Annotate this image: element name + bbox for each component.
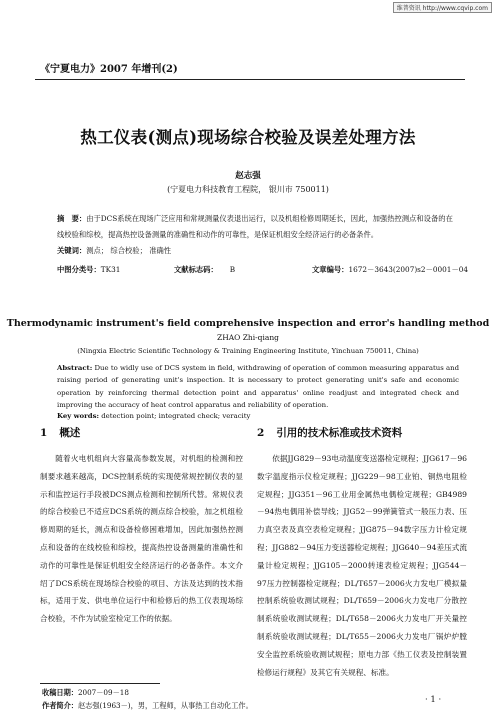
english-author: ZHAO Zhi-qiang (217, 333, 279, 342)
body-text-right: 依据JJG829－93电动温度变送器检定规程；JJG617－96数字温度指示仪检定规程；JJG229－98工业铂、铜热电阻检定规程；JJG351－96工业用金属热电偶检定规程；GB4989－94热电偶用补偿导线；JJG52－99弹簧管式一般压力表、压力真空表及真空表检定规程；JJG875－94数字压力计检定规程；JJG882－94压力变送器检定规程；JJG640－94差压式流量计检定规程；JJG105－2000转速表检定规程；JJG544－97压力控制器检定规程；DL/T657－2006火力发电厂模拟量控制系统验收测试规程；DL/T659－2006火力发电厂分散控制系统验收测试规程；DL/T658－2006火力发电厂开关量控制系统验收测试规程；DL/T655－2006火力发电厂锅炉炉膛安全监控系统验收测试规程；原电力部《热工仪表及控制装置检修运行规程》及其它有关规程、标准。 (257, 454, 467, 677)
english-affiliation: (Ningxia Electric Scientific Technology & Training Engineering Institute, Yinchuan 750011, China) (77, 347, 419, 355)
author-affiliation: (宁夏电力科技教育工程院， 银川市 750011) (167, 185, 329, 194)
abstract-label: 摘 要： (57, 214, 87, 223)
body-text-left: 随着火电机组向大容量高参数发展，对机组的检测和控制要求越来越高，DCS控制系统的实现使常规控制仪表的显示和监控运行手段被DCS测点检测和控制所代替。常规仪表的综合校验已不适应DCS系统的测点综合校验，加之机组检修周期的延长，测点和设备检修困难增加，因此加强热控测点和设备的在线校验和综校，提高热控设备测量的准确性和动作的可靠性是保证机组安全经济运行的必备条件。本文介绍了DCS系统在现场综合校验的项目、方法及达到的技术指标，适用于发、供电单位运行中和检修后的热工仪表现场综合校验，不作为试验室检定工作的依据。 (40, 454, 243, 624)
header-rule (35, 79, 465, 80)
page-number: · 1 · (425, 695, 442, 705)
keywords-text: 测点； 综合校验； 准确性 (86, 246, 172, 255)
watermark: 维普资讯 http://www.cqvip.com (393, 2, 492, 13)
section-heading-standards: 2 引用的技术标准或技术资料 (257, 427, 403, 439)
paper-title: 热工仪表(测点)现场综合校验及误差处理方法 (80, 128, 416, 147)
article-number: 文章编号：1672－3643(2007)s2－0001－04 (312, 265, 469, 274)
keywords-label: 关键词： (57, 246, 87, 255)
section-heading-overview: 1 概述 (40, 427, 81, 439)
english-keywords: Key words: detection point; integrated check; veracity (57, 412, 251, 420)
chinese-abstract (57, 211, 457, 259)
footnote-rule (40, 683, 160, 684)
received-date: 收稿日期：2007－09－18 (42, 688, 129, 697)
clc-number: 中图分类号：TK31 (57, 265, 121, 274)
abstract-text: 由于DCS系统在现场广泛应用和常规测量仪表退出运行，以及机组检修周期延长，因此，加强热控测点和设备的在线校验和综校，提高热控设备测量的准确性和动作的可靠性，是保证机组安全经济运行的必备条件。 (57, 214, 453, 239)
english-abstract: Abstract: Due to widly use of DCS system in field, withdrawing of operation of common measuring apparatus and raising period of generating unit's inspection. It is necessary to protect generating unit's safe and economic operation by reinforcing thermal detection point and apparatus' online readjust and integrated check and improving the accuracy of heat control apparatus and reliability of operation. (57, 364, 459, 410)
author-bio: 作者简介：赵志强(1963－)，男，工程师，从事热工自动化工作。 (42, 701, 253, 710)
english-title: Thermodynamic instrument's field comprehensive inspection and error's handling method (6, 318, 490, 329)
document-code: 文献标志码： B (174, 265, 236, 274)
author-name: 赵志强 (235, 171, 261, 181)
journal-header: 《宁夏电力》2007 年增刊(2) (40, 64, 178, 75)
